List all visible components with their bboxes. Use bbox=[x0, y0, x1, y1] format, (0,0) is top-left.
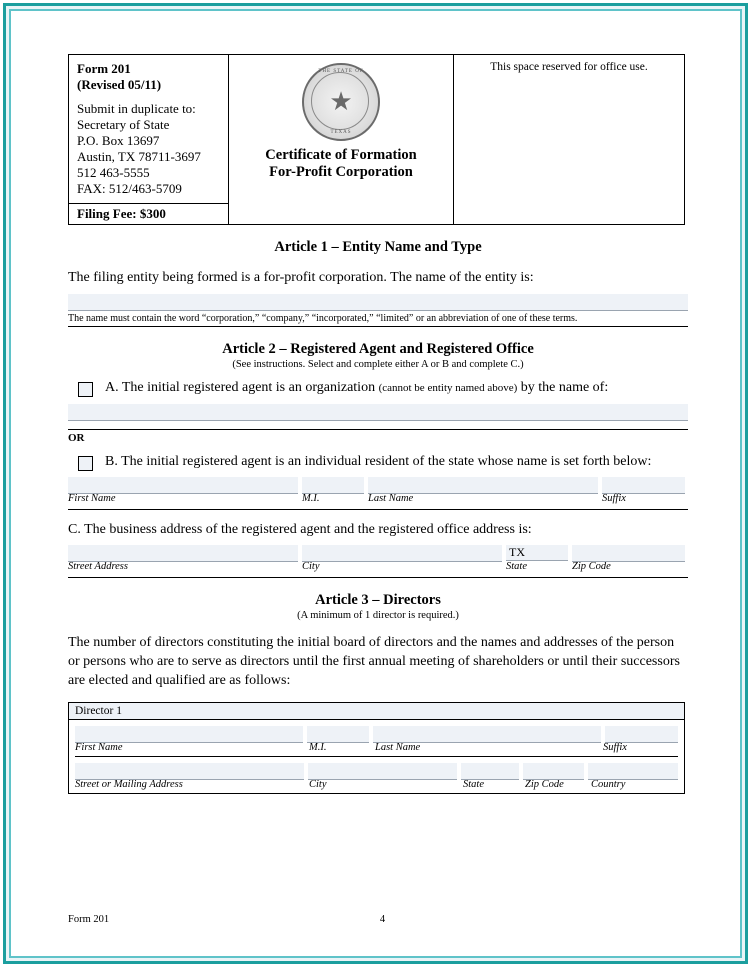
agent-name-input-row bbox=[68, 477, 688, 493]
entity-name-input[interactable] bbox=[68, 294, 688, 311]
article-2-subtitle: (See instructions. Select and complete either A or B and complete C.) bbox=[232, 359, 524, 370]
article-3-body: The number of directors constituting the initial board of directors and the names and addresses of the person or persons who are to serve as directors until the first annual meeting of shareholders or until their successors are elected and qualified are as follows: bbox=[68, 635, 680, 688]
director-last-name-input[interactable] bbox=[373, 726, 601, 743]
submit-instruction: Submit in duplicate to: bbox=[77, 101, 196, 116]
label-street-address: Street Address bbox=[68, 561, 128, 572]
option-a-paren: (cannot be entity named above) bbox=[378, 382, 518, 394]
director-street-address-input[interactable] bbox=[75, 763, 304, 780]
agent-suffix-input[interactable] bbox=[602, 477, 685, 494]
label-suffix: Suffix bbox=[602, 493, 626, 504]
label-last-name: Last Name bbox=[368, 493, 414, 504]
seal-top-text: THE STATE OF bbox=[318, 69, 364, 74]
article-2-title: Article 2 – Registered Agent and Registered Office bbox=[222, 341, 534, 357]
form-number: Form 201 bbox=[77, 61, 131, 76]
label-director-last-name: Last Name bbox=[375, 742, 421, 753]
option-a-label: A. The initial registered agent is an organization bbox=[105, 380, 376, 395]
address-line-5: FAX: 512/463-5709 bbox=[77, 181, 182, 196]
director-first-name-input[interactable] bbox=[75, 726, 303, 743]
address-line-4: 512 463-5555 bbox=[77, 165, 150, 180]
label-director-street: Street or Mailing Address bbox=[75, 779, 183, 790]
page-footer bbox=[68, 914, 697, 925]
article-3-title: Article 3 – Directors bbox=[315, 592, 441, 608]
article-3-subtitle: (A minimum of 1 director is required.) bbox=[297, 610, 459, 621]
checkbox-option-a[interactable] bbox=[78, 382, 93, 397]
header-left-column bbox=[69, 55, 229, 224]
agent-zip-input[interactable] bbox=[572, 545, 685, 562]
director-1-block bbox=[68, 702, 685, 794]
director-1-fields bbox=[69, 726, 684, 793]
label-director-zip: Zip Code bbox=[525, 779, 564, 790]
director-city-input[interactable] bbox=[308, 763, 457, 780]
footer-form-label: Form 201 bbox=[68, 914, 110, 925]
director-country-input[interactable] bbox=[588, 763, 678, 780]
form-header-box bbox=[68, 54, 685, 225]
form-revision: (Revised 05/11) bbox=[77, 77, 162, 92]
label-zip-code: Zip Code bbox=[572, 561, 611, 572]
agent-street-address-input[interactable] bbox=[68, 545, 298, 562]
label-middle-initial: M.I. bbox=[302, 493, 320, 504]
document-content bbox=[68, 54, 688, 794]
address-line-1: Secretary of State bbox=[77, 117, 170, 132]
article-1-title: Article 1 – Entity Name and Type bbox=[274, 239, 482, 255]
agent-middle-initial-input[interactable] bbox=[302, 477, 364, 494]
label-director-first-name: First Name bbox=[75, 742, 123, 753]
checkbox-option-b[interactable] bbox=[78, 456, 93, 471]
agent-city-input[interactable] bbox=[302, 545, 502, 562]
option-b-label: B. The initial registered agent is an individual resident of the state whose name is set forth below: bbox=[105, 454, 652, 469]
option-c-label: C. The business address of the registered agent and the registered office address is: bbox=[68, 522, 532, 537]
divider-after-agent-address bbox=[68, 577, 688, 578]
address-line-3: Austin, TX 78711-3697 bbox=[77, 149, 201, 164]
director-middle-initial-input[interactable] bbox=[307, 726, 368, 743]
header-center-column bbox=[229, 55, 454, 224]
director-suffix-input[interactable] bbox=[605, 726, 678, 743]
label-state: State bbox=[506, 561, 527, 572]
option-b-row[interactable] bbox=[68, 454, 688, 471]
agent-address-labels bbox=[68, 561, 688, 575]
agent-last-name-input[interactable] bbox=[368, 477, 598, 494]
document-page bbox=[14, 14, 737, 953]
certificate-title-line1: Certificate of Formation bbox=[265, 147, 417, 163]
director-zip-input[interactable] bbox=[523, 763, 585, 780]
director-address-input-row bbox=[75, 763, 678, 779]
label-director-city: City bbox=[309, 779, 327, 790]
certificate-title-line2: For-Profit Corporation bbox=[269, 164, 413, 180]
director-address-labels bbox=[75, 779, 678, 793]
director-state-input[interactable] bbox=[461, 763, 519, 780]
label-director-country: Country bbox=[591, 779, 626, 790]
director-name-input-row bbox=[75, 726, 678, 742]
label-director-middle-initial: M.I. bbox=[309, 742, 327, 753]
agent-first-name-input[interactable] bbox=[68, 477, 298, 494]
or-label: OR bbox=[68, 429, 688, 444]
label-first-name: First Name bbox=[68, 493, 116, 504]
seal-bottom-text: TEXAS bbox=[330, 130, 352, 135]
footer-page-number: 4 bbox=[379, 914, 386, 925]
director-name-labels bbox=[75, 742, 678, 756]
agent-address-input-row bbox=[68, 545, 688, 561]
filing-fee: Filing Fee: $300 bbox=[69, 203, 228, 224]
article-1-body: The filing entity being formed is a for-profit corporation. The name of the entity is: bbox=[68, 270, 534, 285]
organization-name-input[interactable] bbox=[68, 404, 688, 421]
label-city: City bbox=[302, 561, 320, 572]
agent-name-labels bbox=[68, 493, 688, 507]
office-use-area bbox=[454, 55, 684, 224]
texas-state-seal-icon bbox=[302, 63, 380, 141]
label-director-suffix: Suffix bbox=[603, 742, 627, 753]
office-use-text: This space reserved for office use. bbox=[490, 61, 648, 73]
address-line-2: P.O. Box 13697 bbox=[77, 133, 160, 148]
director-1-heading: Director 1 bbox=[69, 703, 684, 720]
divider-after-note bbox=[68, 326, 688, 327]
option-a-row[interactable] bbox=[68, 380, 688, 397]
option-a-tail: by the name of: bbox=[520, 380, 609, 395]
label-director-state: State bbox=[463, 779, 484, 790]
agent-state-input[interactable]: TX bbox=[506, 545, 568, 561]
entity-name-note: The name must contain the word “corporation,” “company,” “incorporated,” “limited” or an abbreviation of one of these terms. bbox=[68, 313, 578, 324]
divider-after-agent-name bbox=[68, 509, 688, 510]
divider-in-director-block bbox=[75, 756, 678, 757]
star-icon: ★ bbox=[329, 87, 353, 116]
